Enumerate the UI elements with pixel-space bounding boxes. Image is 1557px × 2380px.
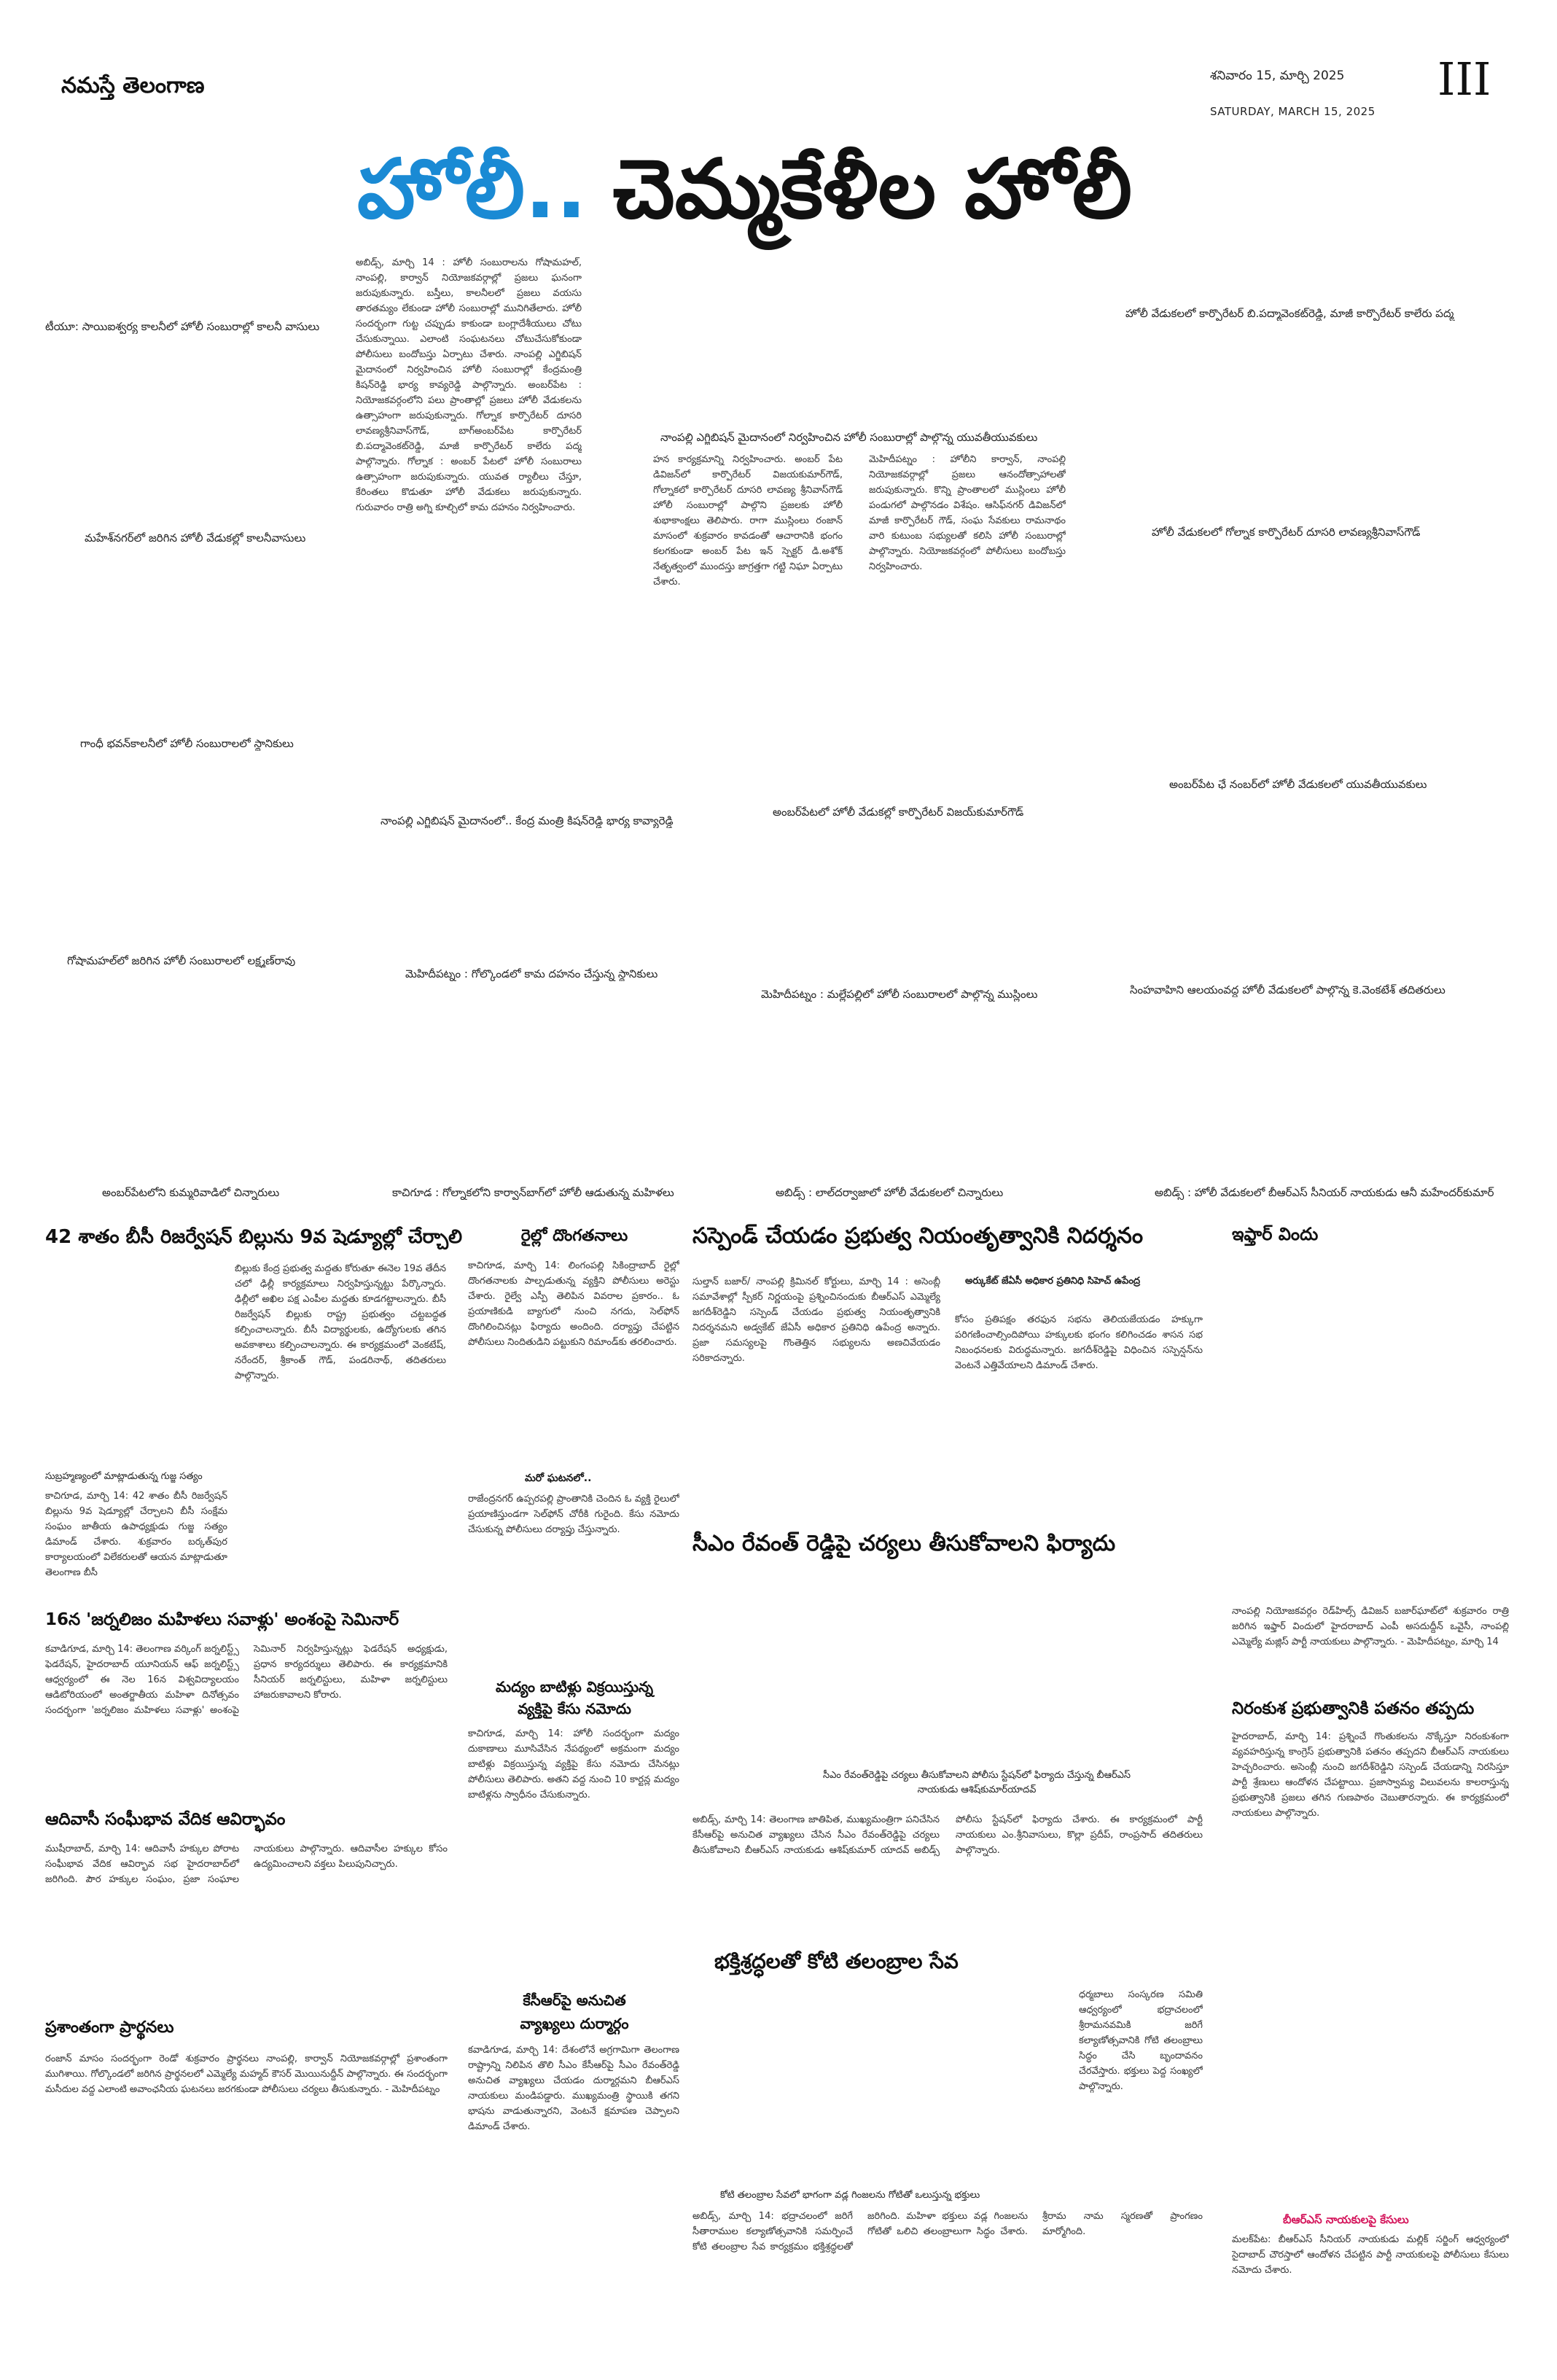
banner-headline [357,138,1132,241]
kcr-headline-line2: వ్యాఖ్యలు దుర్మార్గం [520,2015,629,2032]
suspend-headline: సస్పెండ్ చేయడం ప్రభుత్వ నియంతృత్వానికి నిదర్శనం [692,1223,1144,1249]
masthead-date-english: SATURDAY, MARCH 15, 2025 [1210,105,1375,118]
bc-photo [45,1261,227,1465]
bc-body-a: కాచిగూడ, మార్చి 14: 42 శాతం బీసీ రిజర్వేషన్ బిల్లును 9వ షెడ్యూల్లో చేర్చాలని బీసీ సంక్షేమ సంఘం జాతీయ ఉపాధ్యక్షుడు గుజ్జ సత్యం డిమాండ్ చేశారు. శుక్రవారం బర్కత్‌పుర కార్యాలయంలో విలేకరులతో ఆయన మాట్లాడుతూ తెలంగాణ బీసీ [45,1491,227,1578]
liquor-headline-line1: మద్యం బాటిళ్లు విక్రయిస్తున్న [495,1678,654,1696]
masthead-date-telugu: శనివారం 15, మార్చి 2025 [1210,69,1345,83]
photo-caption-13: సింహవాహిని ఆలయంవద్ద హోలీ వేడుకలలో పాల్గొన్న కె.వెంకటేశ్ తదితరులు [1130,983,1445,996]
photo-caption-17: అబిడ్స్ : హోలీ వేడుకలలో బీఆర్‌ఎస్ సీనియర్ నాయకుడు ఆనీ మహేందర్‌కుమార్ [1155,1186,1494,1199]
complaint-headline: సీఎం రేవంత్ రెడ్డిపై చర్యలు తీసుకోవాలని ఫిర్యాదు [692,1531,1116,1556]
autocracy-headline: నిరంకుశ ప్రభుత్వానికి పతనం తప్పదు [1232,1699,1475,1718]
adivasi-headline: ఆదివాసీ సంఘీభావ వేదిక ఆవిర్భావం [45,1810,286,1829]
holi-story-col2: హన కార్యక్రమాన్ని నిర్వహించారు. అంబర్ పేట డివిజన్‌లో కార్పొరేటర్ విజయకుమార్‌గౌడ్, గోల్నాకలో కార్పొరేటర్ దూసరి లావణ్య శ్రీనివాస్‌గౌడ్ హోలీ సంబురాల్లో పాల్గొని ప్రజలకు హోలీ శుభాకాంక్షలు తెలిపారు. రాగా ముస్లింలు రంజాన్ మాసంలో శుక్రవారం కావడంతో ఆచారానికి భంగం కలగకుండా అంబర్ పేట ఇన్ స్పెక్టర్ డి.అశోక్ నేతృత్వంలో ముందస్తు జాగ్రత్తగా గట్టి నిఘా ఏర్పాటు చేశారు. [653,454,843,588]
photo-caption-16: అబిడ్స్ : లాల్‌దర్వాజాలో హోలీ వేడుకలలో చిన్నారులు [776,1186,1004,1199]
bc-subhead: సుబ్రహ్మణ్యంలో మాట్లాడుతున్న గుజ్జ సత్యం [45,1471,203,1482]
liquor-headline-line2: వ్యక్తిపై కేసు నమోదు [518,1700,631,1717]
kcr-body: కవాడిగూడ, మార్చి 14: దేశంలోనే అగ్రగామిగా తెలంగాణ రాష్ట్రాన్ని నిలిపిన తొలి సీఎం కేసీఆర్‌పై సీఎం రేవంత్‌రెడ్డి అనుచిత వ్యాఖ్యలు చేయడం దుర్మార్గమని బీఆర్‌ఎస్ నాయకులు మండిపడ్డారు. ముఖ్యమంత్రి స్థాయికి తగని భాషను వాడుతున్నారని, వెంటనే క్షమాపణ చెప్పాలని డిమాండ్ చేశారు. [468,2045,679,2132]
iftar-photo [1232,1261,1509,1596]
photo-caption-2: హోలీ వేడుకలలో కార్పొరేటర్ బి.పద్మావెంకట్‌రెడ్డి, మాజీ కార్పొరేటర్ కాలేరు పద్మ [1125,307,1454,320]
banner-part1: హోలీ.. [357,142,588,237]
railway-subhead: మరో ఘటనలో.. [525,1472,592,1484]
suspend-byline: అర్కుకేట్ జేఏసీ అధికార ప్రతినిధి సిహెచ్ ఉపేంద్ర [965,1276,1141,1287]
page-number: III [1437,52,1491,106]
photo-caption-11: మెహిదీపట్నం : గోల్కొండలో కామ దహనం చేస్తున్న స్థానికులు [405,967,658,980]
photo-caption-15: కాచిగూడ : గోల్నాకలోని కార్వాన్‌బాగ్‌లో హోలీ ఆడుతున్న మహిళలు [392,1186,674,1199]
photo-caption-10: గోషామహల్‌లో జరిగిన హోలీ సంబురాలలో లక్ష్మణ్‌రావు [67,954,296,967]
iftar-body: నాంపల్లి నియోజకవర్గం రెడ్‌హిల్స్ డివిజన్ బజార్‌ఘాట్‌లో శుక్రవారం రాత్రి జరిగిన ఇఫ్తార్ విందులో హైదరాబాద్ ఎంపీ అసదుద్దీన్ ఒవైసీ, నాంపల్లి ఎమ్మెల్యే మజ్లిస్ పార్టీ నాయకులు పాల్గొన్నారు. - మెహిదీపట్నం, మార్చి 14 [1232,1606,1509,1647]
talambralu-headline: భక్తిశ్రద్ధలతో కోటి తలంబ్రాల సేవ [714,1949,959,1973]
autocracy-subhead: బీఆర్‌ఎస్ నాయకులపై కేసులు [1283,2213,1409,2226]
suspend-body-a: సుల్తాన్ బజార్/ నాంపల్లి క్రిమినల్ కోర్టులు, మార్చి 14 : అసెంబ్లీ సమావేశాల్లో స్పీకర్ నిర్ణయంపై ప్రశ్నించినందుకు బీఆర్‌ఎస్ ఎమ్మెల్యే జగదీశ్‌రెడ్డిని సస్పెండ్ చేయడం ప్రభుత్వ నియంతృత్వానికి నిదర్శనమని అడ్వకేట్ జేఏసీ అధికార ప్రతినిధి ఉపేంద్ర అన్నారు. ప్రజా సమస్యలపై గొంతెత్తిన సభ్యులను అణచివేయడం సరికాదన్నారు. [692,1276,940,1364]
photo-caption-3: నాంపల్లి ఎగ్జిబిషన్ మైదానంలో నిర్వహించిన హోలీ సంబురాల్లో పాల్గొన్న యువతీయువకులు [660,431,1038,444]
liquor-body: కాచిగూడ, మార్చి 14: హోలీ సందర్భంగా మద్యం దుకాణాలు మూసివేసిన నేపథ్యంలో అక్రమంగా మద్యం బాటిళ్లు విక్రయిస్తున్న వ్యక్తిపై కేసు నమోదు చేసినట్లు పోలీసులు తెలిపారు. అతని వద్ద నుంచి 10 కార్టన్ల మద్యం బాటిళ్లను స్వాధీనం చేసుకున్నారు. [468,1728,679,1800]
prayers-headline: ప్రశాంతంగా ప్రార్థనలు [45,2018,174,2037]
talambralu-side: ధర్మబాలు సంస్కరణ సమితి ఆధ్వర్యంలో భద్రాచలంలో శ్రీరామనవమికి జరిగే కల్యాణోత్సవానికి గోటి తలంబ్రాలు సిద్ధం చేసి బృందావనం చేరవేస్తారు. భక్తులు పెద్ద సంఖ్యలో పాల్గొన్నారు. [1079,1989,1203,2092]
kcr-headline-line1: కేసీఆర్‌పై అనుచిత [523,1991,626,2009]
photo-caption-5: హోలీ వేడుకలలో గోల్నాక కార్పొరేటర్ దూసరి లావణ్యశ్రీనివాస్‌గౌడ్ [1152,526,1421,539]
talambralu-caption: కోటి తలంబ్రాల సేవలో భాగంగా వడ్ల గింజలను గోటితో ఒలుస్తున్న భక్తులు [720,2190,980,2201]
iftar-headline: ఇఫ్తార్ విందు [1232,1224,1319,1244]
photo-caption-6: గాంధీ భవన్‌కాలనీలో హోలీ సంబురాలలో స్థానికులు [80,737,294,750]
railway-headline: రైల్లో దొంగతనాలు [520,1227,628,1245]
holi-story-col1: అబిడ్స్, మార్చి 14 : హోలీ సంబురాలను గోషామహల్, నాంపల్లి, కార్వాన్ నియోజకవర్గాల్లో ప్రజలు ఘనంగా జరుపుకున్నారు. బస్తీలు, కాలనీలలో ప్రజలు వయసు తారతమ్యం లేకుండా హోలీ సంబురాల్లో మునిగితేలారు. హోలీ సందర్భంగా గుట్ట చప్పుడు కాకుండా బంగ్లాదేశీయులు చోటు చేసుకున్నాయి. ఎలాంటి సంఘటనలు చోటుచేసుకోకుండా పోలీసులు బందోబస్తు ఏర్పాటు చేశారు. నాంపల్లి ఎగ్జిబిషన్ మైదానంలో నిర్వహించిన హోలీ సంబురాల్లో కేంద్రమంత్రి కిషన్‌రెడ్డి భార్య కావ్యరెడ్డి పాల్గొన్నారు. అంబర్‌పేట : నియోజకవర్గంలోని పలు ప్రాంతాల్లో ప్రజలు హోలీ వేడుకలను ఉత్సాహంగా జరుపుకున్నారు. గోల్నాక కార్పొరేటర్ దూసరి లావణ్యశ్రీనివాస్‌గౌడ్, బాగ్అంబర్‌పేట కార్పొరేటర్ బి.పద్మావెంకట్‌రెడ్డి, మాజీ కార్పొరేటర్ కాలేరు పద్మ పాల్గొన్నారు. గోల్నాక : అంబర్ పేటలో హోలీ సంబురాలు ఉత్సాహంగా జరుపుకున్నారు. యువత ర్యాలీలు చేస్తూ, కేరింతలు కొడుతూ హోలీ వేడుకలు జరుపుకున్నారు. గురువారం రాత్రి అగ్ని కూల్చిలో కామ దహనం నిర్వహించారు. [356,257,582,513]
photo-caption-14: అంబర్‌పేటలోని కుమ్మరివాడిలో చిన్నారులు [102,1186,280,1199]
railway-body2: రాజేంద్రనగర్ ఉప్పరపల్లి ప్రాంతానికి చెందిన ఓ వ్యక్తి రైలులో ప్రయాణిస్తుండగా సెల్‌ఫోన్ చోరీకి గురైంది. కేసు నమోదు చేసుకున్న పోలీసులు దర్యాప్తు చేస్తున్నారు. [468,1494,679,1535]
photo-caption-9: అంబర్‌పేటలో హోలీ వేడుకల్లో కార్పొరేటర్ విజయ్‌కుమార్‌గౌడ్ [773,805,1024,819]
bc-body-b: బిల్లుకు కేంద్ర ప్రభుత్వ మద్దతు కోరుతూ ఈనెల 19వ తేదీన చలో ఢిల్లీ కార్యక్రమాలు నిర్వహిస్తున్నట్టు పేర్కొన్నారు. ఢిల్లీలో అఖిల పక్ష ఎంపీల మద్దతు కూడగట్టాలన్నారు. బీసీ రిజర్వేషన్ బిల్లుకు రాష్ట్ర ప్రభుత్వం చట్టబద్ధత కల్పించాలన్నారు. బీసీ విద్యార్థులకు, ఉద్యోగులకు తగిన అవకాశాలు కల్పించాలన్నారు. ఈ కార్యక్రమంలో వెంకటేష్, నరేందర్, శ్రీకాంత్ గౌడ్, పండరినాథ్, తదితరులు పాల్గొన్నారు. [235,1263,446,1381]
bc-headline: 42 శాతం బీసీ రిజర్వేషన్ బిల్లును 9వ షెడ్యూల్లో చేర్చాలి [45,1226,463,1248]
prayers-body: రంజాన్ మాసం సందర్భంగా రెండో శుక్రవారం ప్రార్థనలు నాంపల్లి, కార్వాన్ నియోజకవర్గాల్లో ప్రశాంతంగా ముగిశాయి. గోల్కొండలో జరిగిన ప్రార్థనలలో ఎమ్మెల్యే మహ్మద్ కౌసర్ మొయినుద్దీన్ పాల్గొన్నారు. ఈ సందర్భంగా మసీదుల వద్ద ఎలాంటి అవాంఛనీయ ఘటనలు జరగకుండా పోలీసులు చర్యలు తీసుకున్నారు. - మెహిదీపట్నం [45,2053,448,2095]
banner-part2: చెమ్మకేళీల హోలీ [612,142,1132,237]
photo-caption-7: అంబర్‌పేట ఛే నంబర్‌లో హోలీ వేడుకలలో యువతీయువకులు [1169,778,1427,791]
complaint-photo [692,1567,1203,1764]
talambralu-body: అబిడ్స్, మార్చి 14: భద్రాచలంలో జరిగే సీతారాముల కల్యాణోత్సవానికి సమర్పించే కోటి తలంబ్రాల సేవ కార్యక్రమం భక్తిశ్రద్ధలతో జరిగింది. మహిళా భక్తులు వడ్ల గింజలను గోటితో ఒలిచి తలంబ్రాలుగా సిద్ధం చేశారు. శ్రీరామ నామ స్మరణతో ప్రాంగణం మార్మోగింది. [692,2211,1203,2252]
complaint-body: అబిడ్స్, మార్చి 14: తెలంగాణ జాతిపిత, ముఖ్యమంత్రిగా పనిచేసిన కేసీఆర్‌పై అనుచిత వ్యాఖ్యలు చేసిన సీఎం రేవంత్‌రెడ్డిపై చర్యలు తీసుకోవాలని బీఆర్‌ఎస్ నాయకుడు ఆశిష్‌కుమార్ యాదవ్ అబిడ్స్ పోలీసు స్టేషన్‌లో ఫిర్యాదు చేశారు. ఈ కార్యక్రమంలో పార్టీ నాయకులు ఎం.శ్రీనివాసులు, కొల్లా ప్రదీప్, రాంప్రసాద్ తదితరులు పాల్గొన్నారు. [692,1814,1203,1856]
complaint-caption: సీఎం రేవంత్‌రెడ్డిపై చర్యలు తీసుకోవాలని పోలీసు స్టేషన్‌లో ఫిర్యాదు చేస్తున్న బీఆర్‌ఎస్ నాయకుడు ఆశిష్‌కుమార్‌యాదవ్ [822,1770,1131,1795]
autocracy-body2: మలక్‌పేట: బీఆర్‌ఎస్ సీనియర్ నాయకుడు మల్లిక్ సర్జింగ్ ఆధ్వర్యంలో సైదాబాద్ చౌరస్తాలో ఆందోళన చేపట్టిన పార్టీ నాయకులపై పోలీసులు కేసులు నమోదు చేశారు. [1232,2234,1509,2276]
photo-caption-12: మెహిదీపట్నం : మల్లేపల్లిలో హోలీ సంబురాలలో పాల్గొన్న ముస్లింలు [761,988,1038,1001]
photo-caption-1: టీయూ: సాయిఐశ్వర్య కాలనీలో హోలీ సంబురాల్లో కాలనీ వాసులు [45,320,320,333]
photo-caption-8: నాంపల్లి ఎగ్జిబిషన్ మైదానంలో.. కేంద్ర మంత్రి కిషన్‌రెడ్డి భార్య కావ్యారెడ్డి [381,814,674,827]
holi-story-col3: మెహిదీపట్నం : హోలీని కార్వాన్, నాంపల్లి నియోజకవర్గాల్లో ప్రజలు ఆనందోత్సాహాలతో జరుపుకున్నారు. కొన్ని ప్రాంతాలలో ముస్లింలు హోలీ పండుగలో పాల్గొనడం విశేషం. ఆసిఫ్‌నగర్ డివిజన్‌లో మాజీ కార్పొరేటర్ గౌడ్, సంఘ సేవకులు రామనాథం వారి కుటుంబ సభ్యులతో కలిసి హోలీ సంబురాల్లో పాల్గొన్నారు. నియోజకవర్గంలో పోలీసులు బందోబస్తు నిర్వహించారు. [869,454,1066,572]
autocracy-body: హైదరాబాద్, మార్చి 14: ప్రశ్నించే గొంతుకలను నొక్కేస్తూ నిరంకుశంగా వ్యవహరిస్తున్న కాంగ్రెస్ ప్రభుత్వానికి పతనం తప్పదని బీఆర్‌ఎస్ నాయకులు హెచ్చరించారు. అసెంబ్లీ నుంచి జగదీశ్‌రెడ్డిని సస్పెండ్ చేయడాన్ని నిరసిస్తూ పార్టీ శ్రేణులు ఆందోళన చేపట్టాయి. ప్రజాస్వామ్య విలువలను కాలరాస్తున్న ప్రభుత్వానికి ప్రజలు తగిన గుణపాఠం చెబుతారన్నారు. ఈ కార్యక్రమంలో నాయకులు పాల్గొన్నారు. [1232,1731,1509,1819]
railway-body: కాచిగూడ, మార్చి 14: లింగంపల్లి సికింద్రాబాద్ రైల్లో దొంగతనాలకు పాల్పడుతున్న వ్యక్తిని పోలీసులు అరెస్టు చేశారు. రైల్వే ఎస్పీ తెలిపిన వివరాల ప్రకారం.. ఓ ప్రయాణికుడి బ్యాగులో నుంచి నగదు, సెల్‌ఫోన్ దొంగిలించినట్లు ఫిర్యాదు అందింది. దర్యాప్తు చేపట్టిన పోలీసులు నిందితుడిని పట్టుకుని రిమాండ్‌కు తరలించారు. [468,1260,679,1348]
talambralu-photo [692,1983,1072,2187]
photo-caption-4: మహేశ్‌నగర్‌లో జరిగిన హోలీ వేడుకల్లో కాలనీవాసులు [85,531,306,545]
seminar-headline: 16న 'జర్నలిజం మహిళలు సవాళ్లు' అంశంపై సెమినార్ [45,1610,399,1629]
adivasi-body: ముషీరాబాద్, మార్చి 14: ఆదివాసీ హక్కుల పోరాట సంఘీభావ వేదిక ఆవిర్భావ సభ హైదరాబాద్‌లో జరిగింది. పౌర హక్కుల సంఘం, ప్రజా సంఘాల నాయకులు పాల్గొన్నారు. ఆదివాసీల హక్కుల కోసం ఉద్యమించాలని వక్తలు పిలుపునిచ్చారు. [45,1843,448,1885]
seminar-body: కవాడిగూడ, మార్చి 14: తెలంగాణ వర్కింగ్ జర్నలిస్ట్స్ ఫెడరేషన్, హైదరాబాద్ యూనియన్ ఆఫ్ జర్నలిస్ట్స్ ఆధ్వర్యంలో ఈ నెల 16న విశ్వవిద్యాలయం ఆడిటోరియంలో అంతర్జాతీయ మహిళా దినోత్సవం సందర్భంగా 'జర్నలిజం మహిళలు సవాళ్లు' అంశంపై సెమినార్ నిర్వహిస్తున్నట్లు ఫెడరేషన్ అధ్యక్షుడు, ప్రధాన కార్యదర్శులు తెలిపారు. ఈ కార్యక్రమానికి సీనియర్ జర్నలిస్టులు, మహిళా జర్నలిస్టులు హాజరుకావాలని కోరారు. [45,1644,448,1716]
suspend-body-b: కోసం ప్రతిపక్షం తరఫున సభను తెలియజేయడం హక్కుగా పరిగణించాల్సిందిపోయి హక్కులకు భంగం కలిగించడం శాసన సభ నిబంధనలకు విరుద్ధమన్నారు. జగదీశ్‌రెడ్డిపై విధించిన సస్పెన్షన్‌ను వెంటనే ఎత్తివేయాలని డిమాండ్ చేశారు. [955,1314,1203,1371]
masthead-brand: నమస్తే తెలంగాణ [61,73,205,98]
